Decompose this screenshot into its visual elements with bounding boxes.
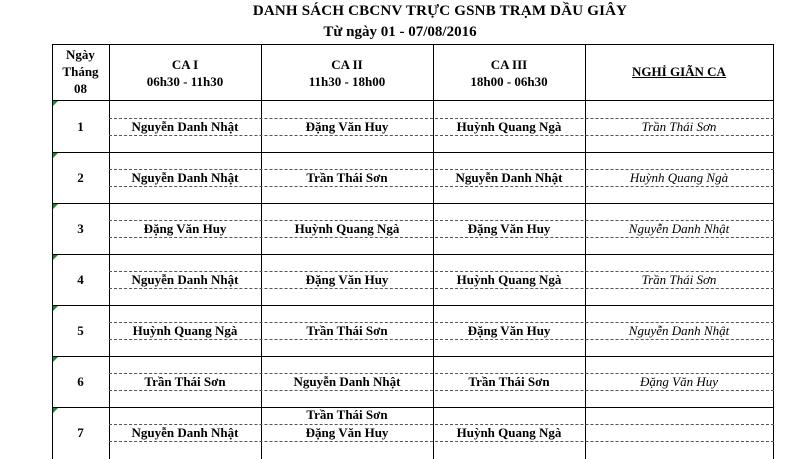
day-number: 4 (77, 272, 84, 287)
shift-3-staff: Đặng Văn Huy (467, 221, 551, 236)
shift-1-staff: Huỳnh Quang Ngà (132, 323, 238, 338)
rest-staff: Nguyễn Danh Nhật (628, 323, 730, 338)
shift-3-staff: Huỳnh Quang Ngà (456, 119, 562, 134)
day-number: 1 (77, 119, 84, 134)
rest-shift-header: NGHỈ GIÃN CA (632, 64, 726, 79)
cell-marker (53, 306, 58, 311)
row-divider (52, 152, 774, 153)
shift-3-staff: Nguyễn Danh Nhật (455, 170, 563, 185)
shift-2-staff: Đặng Văn Huy (305, 272, 389, 287)
column-divider (433, 44, 434, 459)
day-number: 3 (77, 221, 84, 236)
row-divider (52, 305, 774, 306)
schedule-table (52, 44, 774, 459)
row-divider (52, 100, 774, 101)
row-dash (109, 186, 774, 187)
shift-name: CA III (490, 57, 528, 72)
shift-2-header (261, 56, 433, 90)
shift-3-staff: Huỳnh Quang Ngà (456, 272, 562, 287)
shift-2-staff: Đặng Văn Huy (305, 425, 389, 440)
day-number: 5 (77, 323, 84, 338)
cell-marker (53, 204, 58, 209)
rest-staff: Nguyễn Danh Nhật (628, 221, 730, 236)
day-number: 7 (77, 425, 84, 440)
shift-3-header (433, 56, 585, 90)
shift-2-staff: Trần Thái Sơn (306, 170, 388, 185)
row-divider (52, 254, 774, 255)
shift-name: CA I (171, 57, 199, 72)
date-range: Từ ngày 01 - 07/08/2016 (323, 24, 477, 40)
shift-name: CA II (331, 57, 363, 72)
table-border-right (773, 44, 774, 459)
row-dash (109, 288, 774, 289)
day-header-line: Ngày (66, 47, 95, 62)
cell-marker (53, 357, 58, 362)
shift-3-staff: Trần Thái Sơn (468, 374, 550, 389)
day-number: 6 (77, 374, 84, 389)
shift-1-staff: Nguyễn Danh Nhật (131, 425, 239, 440)
shift-1-staff: Trần Thái Sơn (144, 374, 226, 389)
rest-staff: Trần Thái Sơn (641, 119, 717, 134)
shift-1-staff: Nguyễn Danh Nhật (131, 170, 239, 185)
shift-3-staff: Huỳnh Quang Ngà (456, 425, 562, 440)
shift-1-header (109, 56, 261, 90)
day-month-header (52, 46, 109, 97)
cell-marker (53, 153, 58, 158)
shift-3-staff: Đặng Văn Huy (467, 323, 551, 338)
shift-2-staff: Trần Thái Sơn (306, 323, 388, 338)
shift-time: 18h00 - 06h30 (470, 74, 548, 89)
shift-time: 11h30 - 18h00 (308, 74, 386, 89)
cell-marker (53, 255, 58, 260)
shift-2-staff-extra: Trần Thái Sơn (306, 407, 388, 422)
month-header-line: Tháng (62, 64, 99, 79)
document-title: DANH SÁCH CBCNV TRỰC GSNB TRẠM DẦU GIÂY (252, 3, 628, 19)
shift-2-staff: Huỳnh Quang Ngà (294, 221, 400, 236)
shift-2-staff: Nguyễn Danh Nhật (293, 374, 401, 389)
cell-marker (53, 101, 58, 106)
shift-1-staff: Nguyễn Danh Nhật (131, 272, 239, 287)
rest-staff: Đặng Văn Huy (640, 374, 718, 389)
table-border-top (52, 44, 774, 45)
shift-2-staff: Đặng Văn Huy (305, 119, 389, 134)
rest-staff: Trần Thái Sơn (641, 272, 717, 287)
row-divider (52, 356, 774, 357)
month-number-header: 08 (74, 81, 87, 96)
row-dash (109, 135, 774, 136)
column-divider (109, 44, 110, 459)
rest-staff: Huỳnh Quang Ngà (629, 170, 729, 185)
row-dash (109, 339, 774, 340)
shift-time: 06h30 - 11h30 (146, 74, 224, 89)
column-divider (261, 44, 262, 459)
shift-1-staff: Nguyễn Danh Nhật (131, 119, 239, 134)
day-number: 2 (77, 170, 84, 185)
row-dash (109, 237, 774, 238)
cell-marker (53, 408, 58, 413)
shift-1-staff: Đặng Văn Huy (143, 221, 227, 236)
column-divider (585, 44, 586, 459)
table-border-left (52, 44, 53, 459)
row-divider (52, 203, 774, 204)
row-dash (109, 441, 774, 442)
row-dash (109, 390, 774, 391)
